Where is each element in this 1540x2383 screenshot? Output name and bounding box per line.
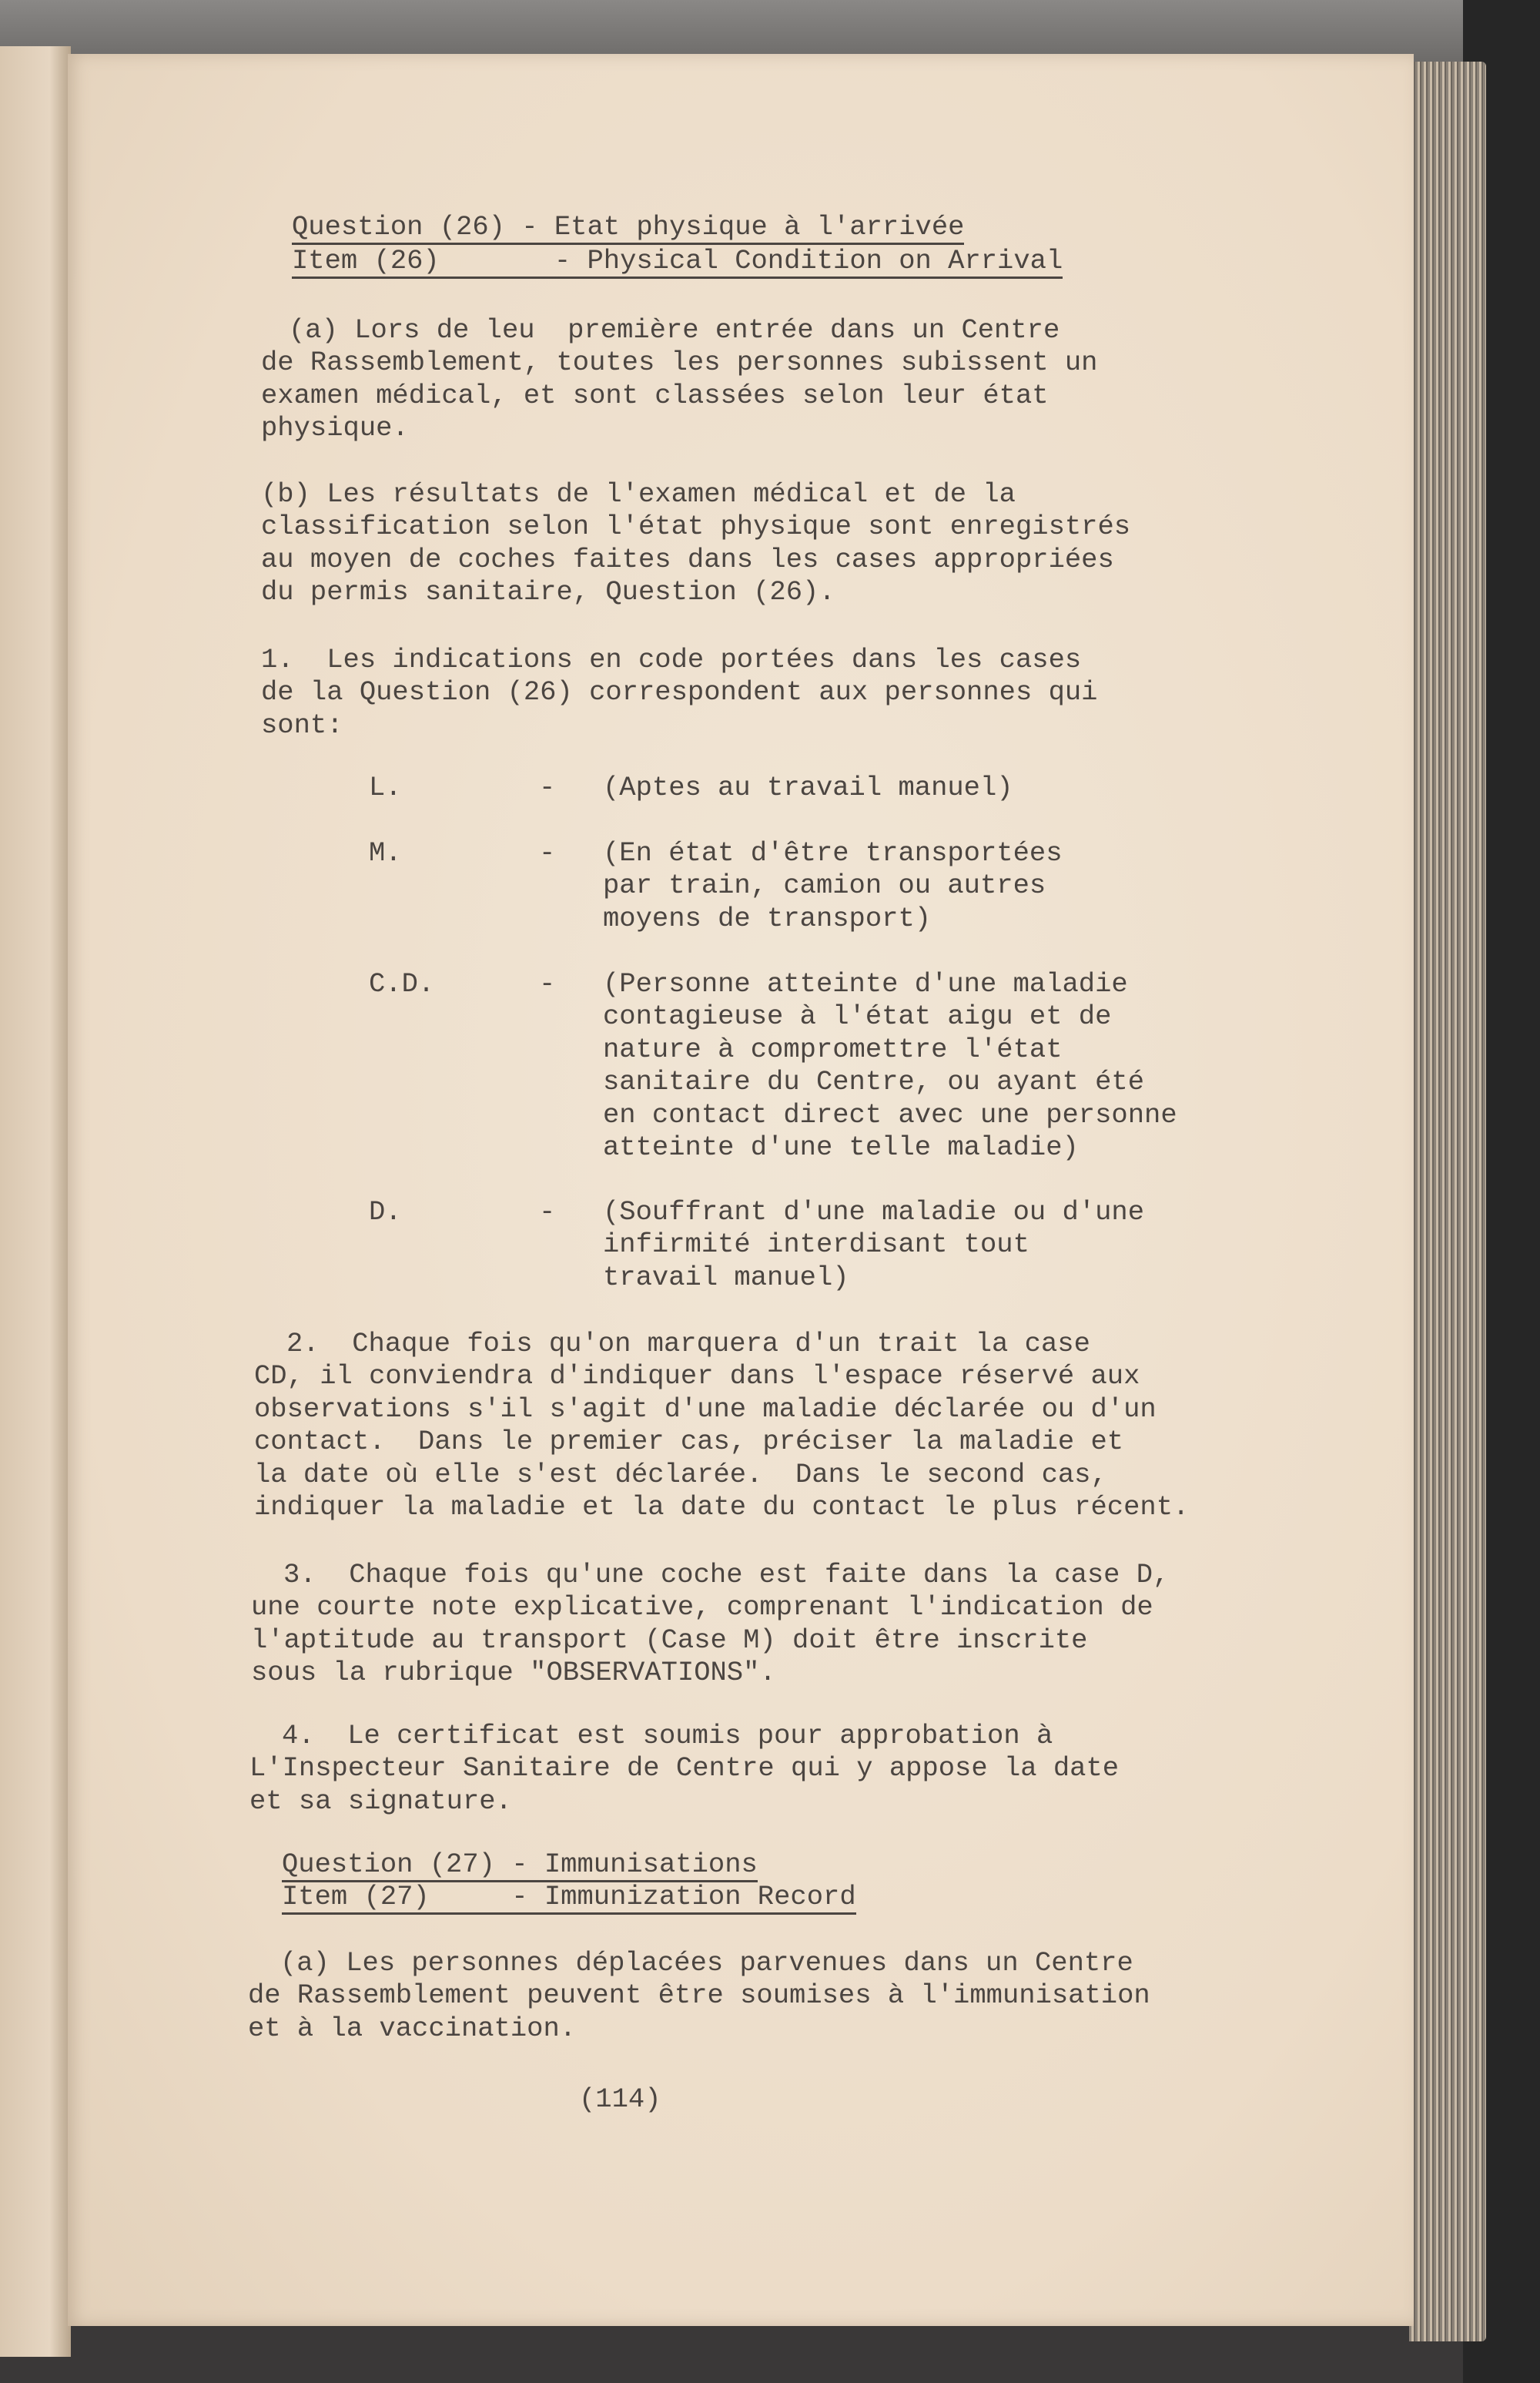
code-description: (Personne atteinte d'une maladie contagieuse à l'état aigu et de nature à compromettre l'état sanitaire du Centre, ou ayant été en contact direct avec une personne atteinte d'une telle maladie): [603, 968, 1177, 1164]
heading-item-27-text: Item (27) - Immunization Record: [282, 1882, 856, 1915]
code-dash: -: [539, 1196, 556, 1228]
heading-question-26: [292, 211, 964, 245]
page-number: (114): [579, 2083, 661, 2115]
paragraph-27-a: (a) Les personnes déplacées parvenues dans un Centre de Rassemblement peuvent être soumises à l'immunisation et à la vaccination.: [248, 1947, 1150, 2044]
page-stack-edge: [1409, 62, 1486, 2341]
facing-page-edge: [0, 46, 71, 2357]
code-label: L.: [369, 772, 402, 803]
paragraph-a: (a) Lors de leu première entrée dans un Centre de Rassemblement, toutes les personnes subissent un examen médical, et sont classées selon leur état physique.: [261, 314, 1098, 444]
paragraph-3: 3. Chaque fois qu'une coche est faite dans la case D, une courte note explicative, comprenant l'indication de l'aptitude au transport (Case M) doit être inscrite sous la rubrique "OBSERVATIONS".: [251, 1559, 1170, 1689]
code-description: (Aptes au travail manuel): [603, 772, 1013, 803]
code-description: (En état d'être transportées par train, camion ou autres moyens de transport): [603, 837, 1063, 934]
heading-item-26-text: Item (26) - Physical Condition on Arrival: [292, 246, 1063, 279]
heading-item-27: [282, 1881, 856, 1915]
paragraph-b: (b) Les résultats de l'examen médical et de la classification selon l'état physique sont enregistrés au moyen de coches faites dans les cases appropriées du permis sanitaire, Question (26).: [261, 478, 1131, 608]
heading-question-26-text: Question (26) - Etat physique à l'arrivée: [292, 212, 964, 245]
heading-question-27: [282, 1848, 758, 1882]
code-dash: -: [539, 772, 556, 803]
code-label: C.D.: [369, 968, 435, 1000]
scan-background: [0, 0, 1540, 62]
heading-item-26: [292, 245, 1063, 279]
code-label: D.: [369, 1196, 402, 1228]
paragraph-1: 1. Les indications en code portées dans les cases de la Question (26) correspondent aux personnes qui sont:: [261, 644, 1098, 741]
heading-question-27-text: Question (27) - Immunisations: [282, 1849, 758, 1882]
code-label: M.: [369, 837, 402, 869]
paragraph-2: 2. Chaque fois qu'on marquera d'un trait la case CD, il conviendra d'indiquer dans l'espace réservé aux observations s'il s'agit d'une maladie déclarée ou d'un contact. Dans le premier cas, préciser la maladie et la date où elle s'est déclarée. Dans le second cas, indiquer la maladie et la date du contact le plus récent.: [254, 1328, 1190, 1523]
code-dash: -: [539, 837, 556, 869]
code-dash: -: [539, 968, 556, 1000]
paragraph-4: 4. Le certificat est soumis pour approbation à L'Inspecteur Sanitaire de Centre qui y appose la date et sa signature.: [249, 1720, 1120, 1817]
code-description: (Souffrant d'une maladie ou d'une infirmité interdisant tout travail manuel): [603, 1196, 1145, 1293]
